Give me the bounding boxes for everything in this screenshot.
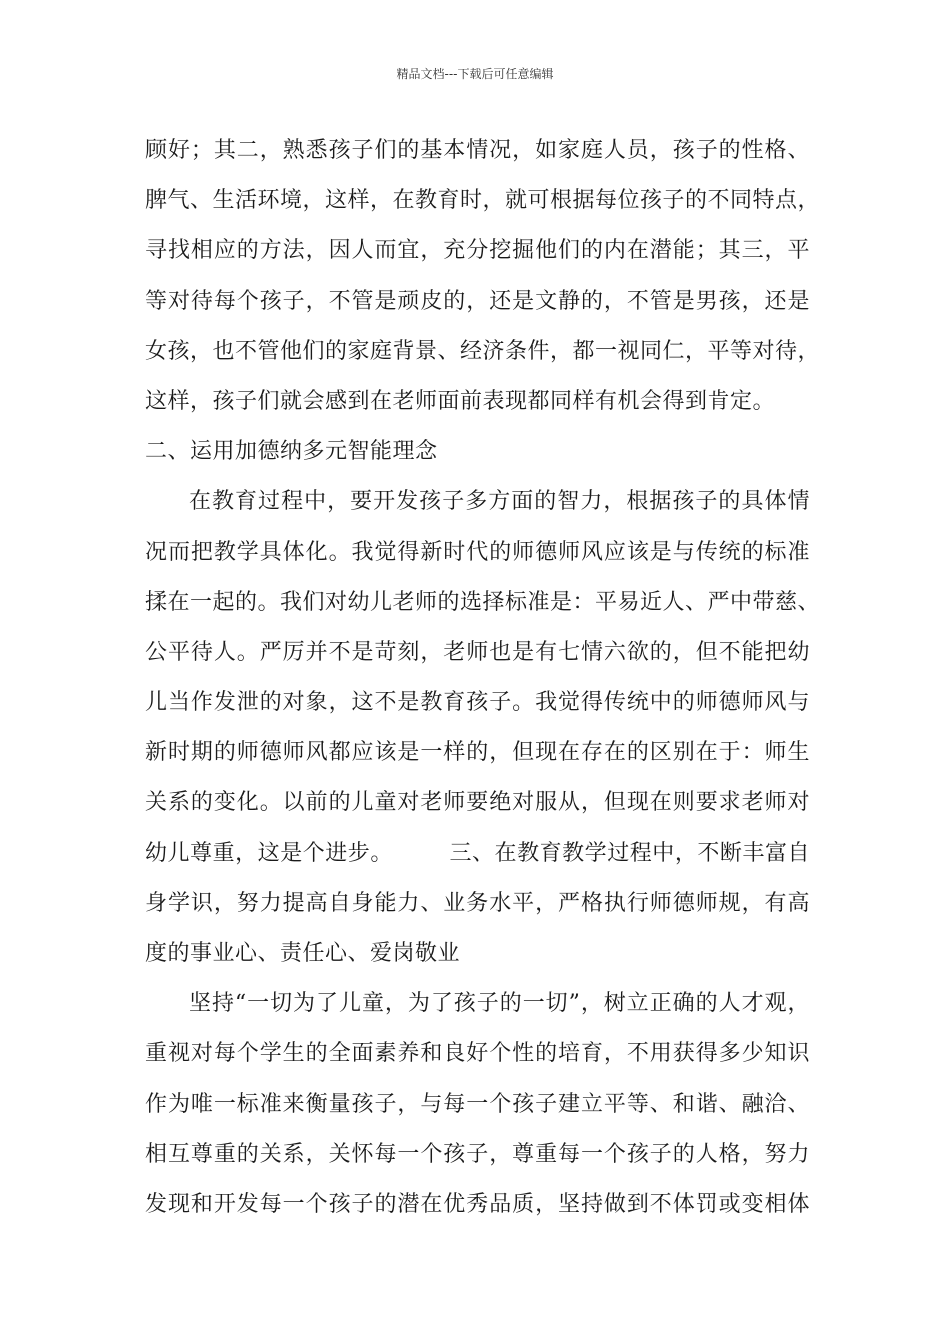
text-line: 女孩，也不管他们的家庭背景、经济条件，都一视同仁，平等对待，	[145, 338, 821, 364]
text-line: 在教育过程中，要开发孩子多方面的智力，根据孩子的具体情	[189, 489, 810, 515]
text-line: 坚持“一切为了儿童，为了孩子的一切”，树立正确的人才观，	[189, 991, 810, 1017]
text-line: 况而把教学具体化。我觉得新时代的师德师风应该是与传统的标准	[145, 539, 810, 565]
text-line: 关系的变化。以前的儿童对老师要绝对服从，但现在则要求老师对	[145, 790, 810, 816]
text-line: 寻找相应的方法，因人而宜，充分挖掘他们的内在潜能；其三，平	[145, 238, 810, 264]
text-line: 作为唯一标准来衡量孩子，与每一个孩子建立平等、和谐、融洽、	[145, 1091, 810, 1117]
text-line: 发现和开发每一个孩子的潜在优秀品质，坚持做到不体罚或变相体	[145, 1191, 810, 1217]
text-line: 幼儿尊重，这是个进步。 三、在教育教学过程中，不断丰富自	[145, 840, 810, 866]
text-line: 度的事业心、责任心、爱岗敬业	[145, 941, 461, 966]
text-line: 这样，孩子们就会感到在老师面前表现都同样有机会得到肯定。	[145, 388, 776, 414]
page-header: 精品文档---下载后可任意编辑	[396, 67, 554, 81]
text-line: 儿当作发泄的对象，这不是教育孩子。我觉得传统中的师德师风与	[145, 690, 810, 716]
text-line: 新时期的师德师风都应该是一样的，但现在存在的区别在于：师生	[145, 740, 810, 766]
document-body	[145, 126, 821, 1230]
text-line: 公平待人。严厉并不是苛刻，老师也是有七情六欲的，但不能把幼	[145, 639, 810, 665]
text-line: 揉在一起的。我们对幼儿老师的选择标准是：平易近人、严中带慈、	[145, 589, 821, 615]
text-line: 等对待每个孩子，不管是顽皮的，还是文静的，不管是男孩，还是	[145, 288, 810, 314]
text-line: 脾气、生活环境，这样，在教育时，就可根据每位孩子的不同特点，	[145, 188, 821, 214]
text-line: 顾好；其二，熟悉孩子们的基本情况，如家庭人员，孩子的性格、	[145, 138, 810, 163]
text-line: 重视对每个学生的全面素养和良好个性的培育，不用获得多少知识	[145, 1041, 810, 1067]
text-line: 相互尊重的关系，关怀每一个孩子，尊重每一个孩子的人格，努力	[145, 1141, 810, 1167]
text-line: 身学识，努力提高自身能力、业务水平，严格执行师德师规，有高	[145, 890, 810, 916]
section-heading: 二、运用加德纳多元智能理念	[145, 439, 438, 465]
